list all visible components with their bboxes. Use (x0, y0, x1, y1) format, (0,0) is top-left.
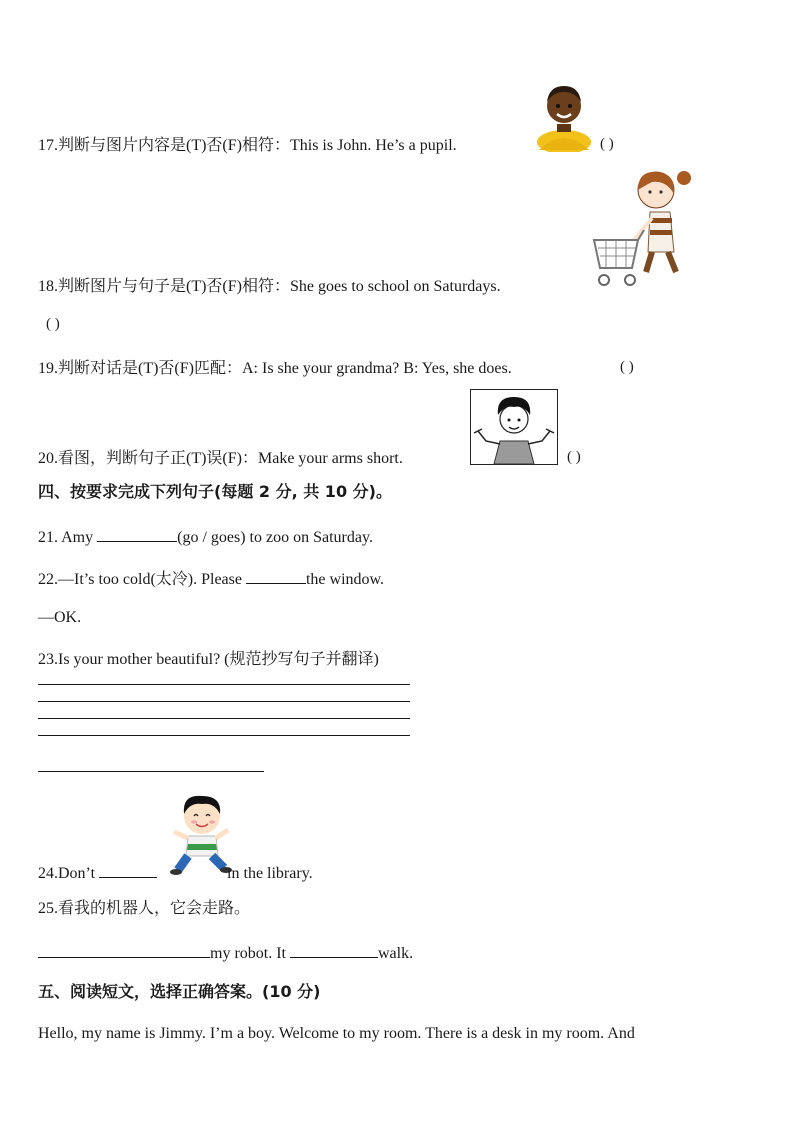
boy-john-image (535, 80, 593, 152)
girl-shopping-cart-image (592, 168, 692, 290)
q21-before: 21. Amy (38, 529, 98, 546)
question-17: 17.判断与图片内容是(T)否(F)相符：This is John. He’s a pupil. (38, 137, 457, 154)
q25-blank-1[interactable] (38, 941, 210, 958)
q21-after: (go / goes) to zoo on Saturday. (177, 529, 373, 546)
q22-before: 22.—It’s too cold(太冷). Please (38, 571, 246, 588)
question-20: 20.看图，判断句子正(T)误(F)：Make your arms short. (38, 450, 403, 467)
answer-bracket-19[interactable]: ( ) (620, 359, 634, 375)
question-23: 23.Is your mother beautiful? (规范抄写句子并翻译) (38, 651, 379, 668)
question-21 (38, 525, 373, 548)
section-4-heading: 四、按要求完成下列句子(每题 2 分, 共 10 分)。 (38, 482, 392, 501)
question-24 (38, 861, 313, 884)
question-25-answer (38, 941, 413, 964)
answer-line-1[interactable] (38, 684, 410, 685)
q24-blank[interactable] (99, 861, 157, 878)
q24-before: 24.Don’t (38, 865, 100, 882)
q25-after: walk. (378, 945, 414, 962)
answer-line-5[interactable] (38, 771, 264, 772)
q25-blank-2[interactable] (290, 941, 378, 958)
question-22 (38, 567, 384, 590)
answer-line-4[interactable] (38, 735, 410, 736)
question-25: 25.看我的机器人，它会走路。 (38, 900, 251, 917)
answer-line-3[interactable] (38, 718, 410, 719)
answer-bracket-18[interactable]: ( ) (46, 316, 60, 332)
answer-bracket-17[interactable]: ( ) (600, 136, 614, 152)
q22-after: the window. (305, 571, 385, 588)
reading-passage: Hello, my name is Jimmy. I’m a boy. Welcome to my room. There is a desk in my room. And (38, 1025, 635, 1042)
answer-bracket-20[interactable]: ( ) (567, 449, 581, 465)
boy-shrugging-image (470, 389, 558, 465)
answer-line-2[interactable] (38, 701, 410, 702)
q22-blank[interactable] (246, 567, 306, 584)
section-5-heading: 五、阅读短文，选择正确答案。(10 分) (38, 982, 321, 1001)
question-18: 18.判断图片与句子是(T)否(F)相符：She goes to school on Saturdays. (38, 278, 501, 295)
q24-after: in the library. (223, 865, 313, 882)
q25-mid: my robot. It (210, 945, 290, 962)
q21-blank[interactable] (97, 525, 177, 542)
question-19: 19.判断对话是(T)否(F)匹配：A: Is she your grandma? B: Yes, she does. (38, 360, 512, 377)
question-22-reply: —OK. (38, 609, 82, 626)
